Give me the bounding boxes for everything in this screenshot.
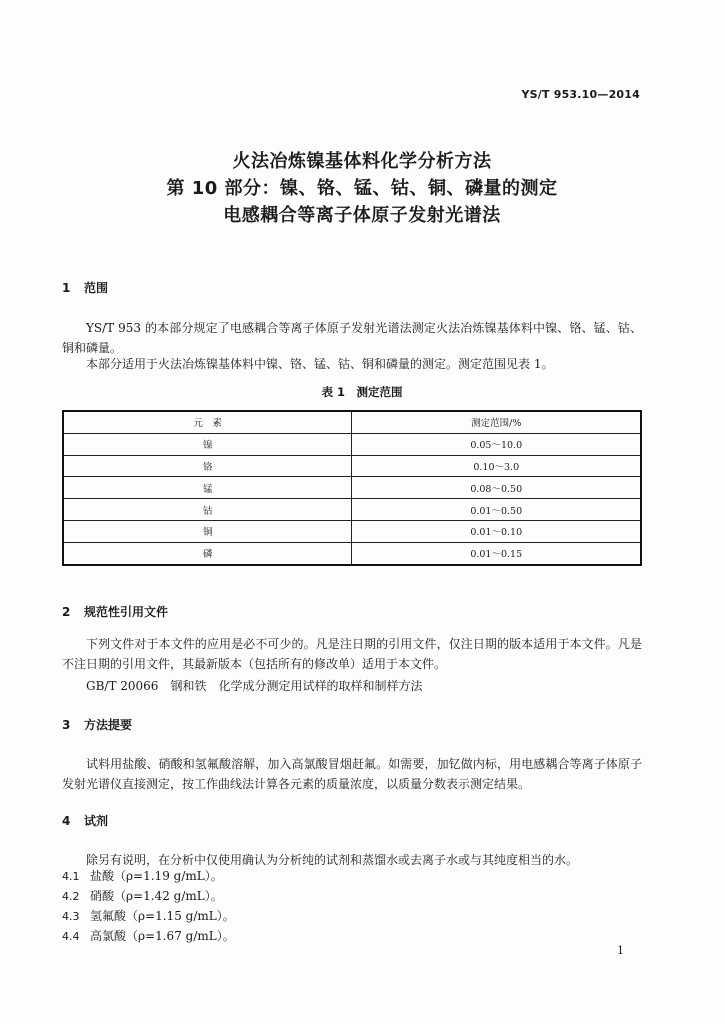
reagent-item	[62, 886, 223, 907]
range-cell: 0.08～0.50	[352, 477, 641, 499]
reagent-number: 4.3	[62, 910, 80, 923]
standard-code: YS/T 953.10—2014	[521, 88, 640, 101]
element-cell: 钴	[63, 499, 352, 521]
table-row	[63, 433, 641, 455]
reagent-item	[62, 926, 235, 947]
table-row	[63, 499, 641, 521]
reagent-number: 4.4	[62, 930, 80, 943]
element-cell: 镍	[63, 433, 352, 455]
section-3-para-1: 试料用盐酸、硝酸和氢氟酸溶解，加入高氯酸冒烟赶氟。如需要，加钇做内标，用电感耦合等离子体原子发射光谱仪直接测定，按工作曲线法计算各元素的质量浓度，以质量分数表示测定结果。	[62, 757, 642, 791]
page-number: 1	[617, 944, 624, 957]
section-2-reference: GB/T 20066 钢和铁 化学成分测定用试样的取样和制样方法	[86, 679, 423, 693]
title-line-1: 火法冶炼镍基体料化学分析方法	[232, 151, 492, 172]
range-cell: 0.01～0.50	[352, 499, 641, 521]
element-cell: 铬	[63, 455, 352, 477]
section-4-heading	[62, 812, 108, 829]
title-line-2: 第 10 部分：镍、铬、锰、钴、铜、磷量的测定	[166, 178, 558, 199]
section-3-heading	[62, 716, 132, 733]
range-cell: 0.05～10.0	[352, 433, 641, 455]
section-4-para-1: 除另有说明，在分析中仅使用确认为分析纯的试剂和蒸馏水或去离子水或与其纯度相当的水。	[86, 853, 579, 867]
reagent-number: 4.2	[62, 890, 80, 903]
range-table	[62, 410, 642, 566]
section-2-para-1: 下列文件对于本文件的应用是必不可少的。凡是注日期的引用文件，仅注日期的版本适用于本文件。凡是不注日期的引用文件，其最新版本（包括所有的修改单）适用于本文件。	[62, 637, 642, 671]
range-cell: 0.10～3.0	[352, 455, 641, 477]
reagent-number: 4.1	[62, 870, 80, 883]
section-title: 方法提要	[84, 718, 133, 732]
table-row	[63, 477, 641, 499]
element-cell: 铜	[63, 520, 352, 542]
section-number: 2	[62, 605, 71, 619]
document-title	[0, 148, 724, 229]
table-header-row	[63, 411, 641, 433]
table-row	[63, 520, 641, 542]
section-2-heading	[62, 603, 168, 620]
section-1-para-1: YS/T 953 的本部分规定了电感耦合等离子体原子发射光谱法测定火法冶炼镍基体料中镍、铬、锰、钴、铜和磷量。	[62, 321, 642, 355]
section-number: 3	[62, 718, 71, 732]
element-cell: 磷	[63, 542, 352, 564]
range-cell: 0.01～0.10	[352, 520, 641, 542]
reagent-text: 氢氟酸（ρ=1.15 g/mL）。	[90, 909, 235, 923]
section-number: 1	[62, 281, 71, 295]
section-number: 4	[62, 814, 71, 828]
reagent-text: 高氯酸（ρ=1.67 g/mL）。	[90, 929, 235, 943]
reagent-item	[62, 866, 223, 887]
section-title: 规范性引用文件	[84, 605, 169, 619]
title-line-3: 电感耦合等离子体原子发射光谱法	[223, 205, 501, 226]
table-row	[63, 455, 641, 477]
range-cell: 0.01～0.15	[352, 542, 641, 564]
section-title: 试剂	[84, 814, 109, 828]
reagent-item	[62, 906, 235, 927]
section-1-heading	[62, 279, 108, 296]
section-1-para-2: 本部分适用于火法冶炼镍基体料中镍、铬、锰、钴、铜和磷量的测定。测定范围见表 1。	[86, 357, 554, 371]
header-range: 测定范围/%	[352, 411, 641, 433]
table-row	[63, 542, 641, 564]
reagent-text: 硝酸（ρ=1.42 g/mL）。	[90, 889, 223, 903]
table-caption: 表 1 测定范围	[321, 385, 403, 399]
header-element: 元 素	[63, 411, 352, 433]
section-title: 范围	[84, 281, 109, 295]
reagent-text: 盐酸（ρ=1.19 g/mL）。	[90, 869, 223, 883]
element-cell: 锰	[63, 477, 352, 499]
